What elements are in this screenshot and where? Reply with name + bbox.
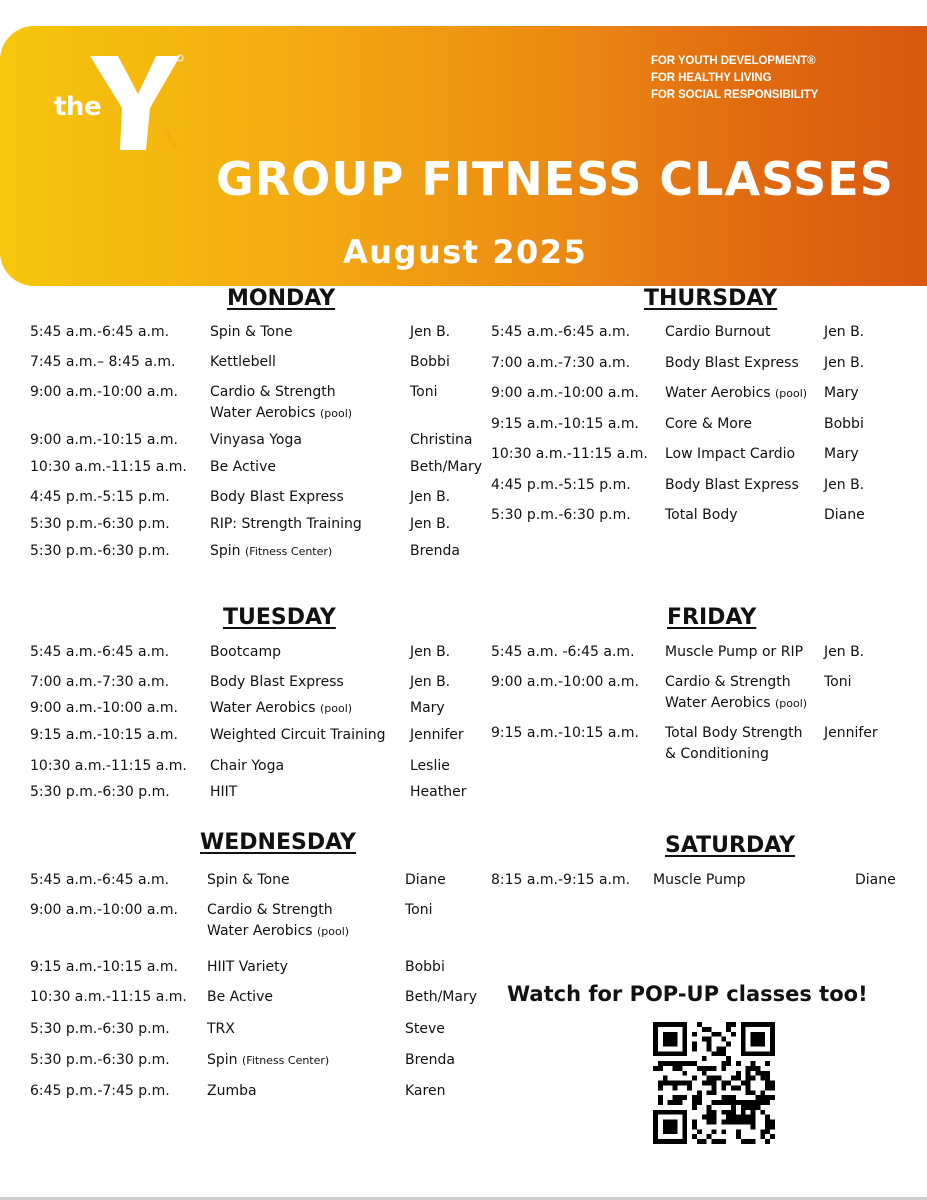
popup-note: Watch for POP-UP classes too!: [507, 982, 868, 1006]
class-name: [665, 505, 738, 526]
class-name-text: Cardio & Strength: [207, 902, 333, 918]
class-name: [210, 782, 237, 803]
class-name-text: Body Blast Express: [210, 674, 344, 690]
class-instructor: Leslie: [410, 758, 450, 774]
class-instructor: Jen B.: [410, 644, 451, 660]
class-time: 9:00 a.m.-10:00 a.m.: [491, 674, 639, 690]
class-time: 5:30 p.m.-6:30 p.m.: [491, 507, 631, 523]
class-time: 5:45 a.m.-6:45 a.m.: [30, 324, 170, 340]
class-name-line2-text: Water Aerobics: [210, 405, 316, 421]
class-name: [207, 957, 288, 978]
class-instructor: Bobbi: [405, 959, 445, 975]
class-row: [0, 1081, 927, 1125]
class-name-text: Kettlebell: [210, 354, 276, 370]
class-name-line2: [665, 693, 807, 714]
class-time: 9:15 a.m.-10:15 a.m.: [491, 725, 639, 741]
class-name-text: Zumba: [207, 1083, 257, 1099]
day-heading-friday: FRIDAY: [667, 605, 757, 630]
class-instructor: Mary: [824, 446, 859, 462]
class-name-text: Total Body: [665, 507, 738, 523]
class-instructor: Brenda: [410, 543, 461, 559]
class-time: 6:45 p.m.-7:45 p.m.: [30, 1083, 170, 1099]
class-instructor: Beth/Mary: [405, 989, 477, 1005]
class-row: [0, 782, 927, 826]
class-time: 5:45 a.m.-6:45 a.m.: [30, 872, 170, 888]
tagline-line: FOR YOUTH DEVELOPMENT®: [651, 55, 816, 67]
class-name-line2-text: & Conditioning: [665, 746, 769, 762]
qr-code-icon[interactable]: [652, 1022, 776, 1144]
class-note: (pool): [775, 697, 808, 710]
class-time: 5:45 a.m. -6:45 a.m.: [491, 644, 635, 660]
class-time: 9:15 a.m.-10:15 a.m.: [491, 416, 639, 432]
day-heading-tuesday: TUESDAY: [223, 605, 336, 630]
class-name-text: Body Blast Express: [665, 477, 799, 493]
class-name-text: Spin: [210, 543, 241, 559]
class-name-line2: [207, 921, 349, 942]
class-time: 9:00 a.m.-10:00 a.m.: [30, 902, 178, 918]
page-subtitle: August 2025: [343, 233, 588, 271]
class-time: 5:30 p.m.-6:30 p.m.: [30, 543, 170, 559]
class-instructor: Mary: [824, 385, 859, 401]
class-note: (Fitness Center): [245, 545, 333, 558]
class-name-text: Cardio & Strength: [210, 384, 336, 400]
class-name-text: Be Active: [207, 989, 273, 1005]
class-time: 10:30 a.m.-11:15 a.m.: [30, 989, 187, 1005]
class-name: [665, 353, 799, 374]
class-instructor: Jen B.: [824, 644, 865, 660]
class-note: (Fitness Center): [242, 1054, 330, 1067]
class-instructor: Diane: [405, 872, 446, 888]
class-time: 7:45 a.m.– 8:45 a.m.: [30, 354, 176, 370]
class-name: [665, 475, 799, 496]
class-time: 10:30 a.m.-11:15 a.m.: [491, 446, 648, 462]
class-instructor: Mary: [410, 700, 445, 716]
class-name-line2-text: Water Aerobics: [207, 923, 313, 939]
class-name-text: Water Aerobics: [210, 700, 316, 716]
class-instructor: Karen: [405, 1083, 446, 1099]
logo-ymca-text: YMCA: [160, 127, 179, 151]
class-instructor: Bobbi: [410, 354, 450, 370]
class-note: (pool): [320, 702, 353, 715]
class-name-text: Cardio Burnout: [665, 324, 771, 340]
class-name: [653, 870, 746, 891]
class-instructor: Toni: [405, 902, 433, 918]
class-name-text: Cardio & Strength: [665, 674, 791, 690]
class-row: [0, 505, 927, 549]
tagline: [651, 53, 818, 104]
class-time: 4:45 p.m.-5:15 p.m.: [30, 489, 170, 505]
class-name: [665, 723, 803, 744]
class-time: 4:45 p.m.-5:15 p.m.: [491, 477, 631, 493]
ymca-y-icon: [90, 50, 186, 160]
day-heading-monday: MONDAY: [227, 286, 336, 311]
class-time: 9:00 a.m.-10:00 a.m.: [30, 384, 178, 400]
class-name-text: Vinyasa Yoga: [210, 432, 302, 448]
class-time: 9:15 a.m.-10:15 a.m.: [30, 959, 178, 975]
class-name-text: Bootcamp: [210, 644, 282, 660]
class-name: [207, 1081, 257, 1102]
class-instructor: Diane: [855, 872, 896, 888]
logo-the-text: the: [54, 92, 102, 122]
class-name-text: Low Impact Cardio: [665, 446, 796, 462]
class-time: 5:30 p.m.-6:30 p.m.: [30, 516, 170, 532]
class-name-text: Body Blast Express: [665, 355, 799, 371]
ymca-logo: [50, 50, 190, 160]
class-note: (pool): [317, 925, 350, 938]
class-name-text: Core & More: [665, 416, 752, 432]
class-name: [665, 642, 803, 663]
class-name: [665, 383, 807, 404]
class-instructor: Jen B.: [410, 489, 451, 505]
class-instructor: Beth/Mary: [410, 459, 482, 475]
class-time: 5:30 p.m.-6:30 p.m.: [30, 1052, 170, 1068]
class-instructor: Diane: [824, 507, 865, 523]
class-row: [0, 723, 927, 767]
class-name-text: RIP: Strength Training: [210, 516, 362, 532]
class-instructor: Jen B.: [410, 516, 451, 532]
class-name: [665, 672, 791, 693]
class-instructor: Jennifer: [824, 725, 878, 741]
class-row: [0, 672, 927, 716]
class-instructor: Toni: [824, 674, 852, 690]
class-time: 9:15 a.m.-10:15 a.m.: [30, 727, 178, 743]
class-time: 10:30 a.m.-11:15 a.m.: [30, 459, 187, 475]
class-name-text: Muscle Pump or RIP: [665, 644, 804, 660]
day-heading-saturday: SATURDAY: [665, 833, 796, 858]
class-name-text: Be Active: [210, 459, 276, 475]
class-name: [207, 1050, 329, 1071]
class-name-text: Weighted Circuit Training: [210, 727, 386, 743]
class-time: 9:00 a.m.-10:00 a.m.: [30, 700, 178, 716]
class-time: 5:30 p.m.-6:30 p.m.: [30, 784, 170, 800]
class-name-text: Spin: [207, 1052, 238, 1068]
class-note: (pool): [320, 407, 353, 420]
class-name-text: HIIT Variety: [207, 959, 288, 975]
class-name-line2-text: Water Aerobics: [665, 695, 771, 711]
class-time: 7:00 a.m.-7:30 a.m.: [491, 355, 631, 371]
day-heading-wednesday: WEDNESDAY: [200, 830, 356, 855]
class-time: 9:00 a.m.-10:15 a.m.: [30, 432, 178, 448]
class-instructor: Bobbi: [824, 416, 864, 432]
class-time: 5:30 p.m.-6:30 p.m.: [30, 1021, 170, 1037]
class-name: [665, 322, 770, 343]
class-name-text: Spin & Tone: [207, 872, 290, 888]
class-name: [665, 414, 752, 435]
class-time: 8:15 a.m.-9:15 a.m.: [491, 872, 631, 888]
class-name-text: Muscle Pump: [653, 872, 746, 888]
day-heading-thursday: THURSDAY: [644, 286, 778, 311]
class-time: 5:45 a.m.-6:45 a.m.: [30, 644, 170, 660]
class-note: (pool): [775, 387, 808, 400]
class-name: [207, 987, 273, 1008]
class-row: [0, 870, 927, 914]
tagline-line: FOR SOCIAL RESPONSIBILITY: [651, 89, 819, 101]
class-name-text: TRX: [207, 1021, 235, 1037]
class-instructor: Christina: [410, 432, 473, 448]
page-title: GROUP FITNESS CLASSES: [216, 152, 894, 206]
class-time: 9:00 a.m.-10:00 a.m.: [491, 385, 639, 401]
class-instructor: Jen B.: [824, 477, 865, 493]
class-name-text: Body Blast Express: [210, 489, 344, 505]
class-name-text: Water Aerobics: [665, 385, 771, 401]
class-instructor: Jen B.: [824, 355, 865, 371]
tagline-line: FOR HEALTHY LIVING: [651, 72, 772, 84]
class-name-text: Spin & Tone: [210, 324, 293, 340]
class-name-line2: [665, 744, 769, 765]
class-name-text: HIIT: [210, 784, 238, 800]
class-name: [665, 444, 795, 465]
class-instructor: Jen B.: [410, 674, 451, 690]
class-instructor: Jen B.: [824, 324, 865, 340]
class-instructor: Brenda: [405, 1052, 456, 1068]
class-name: [207, 1019, 235, 1040]
class-instructor: Toni: [410, 384, 438, 400]
class-instructor: Heather: [410, 784, 467, 800]
class-instructor: Steve: [405, 1021, 445, 1037]
class-name-text: Total Body Strength: [665, 725, 803, 741]
class-instructor: Jen B.: [410, 324, 451, 340]
class-instructor: Jennifer: [410, 727, 464, 743]
class-time: 10:30 a.m.-11:15 a.m.: [30, 758, 187, 774]
class-time: 5:45 a.m.-6:45 a.m.: [491, 324, 631, 340]
class-time: 7:00 a.m.-7:30 a.m.: [30, 674, 170, 690]
class-name-text: Chair Yoga: [210, 758, 285, 774]
